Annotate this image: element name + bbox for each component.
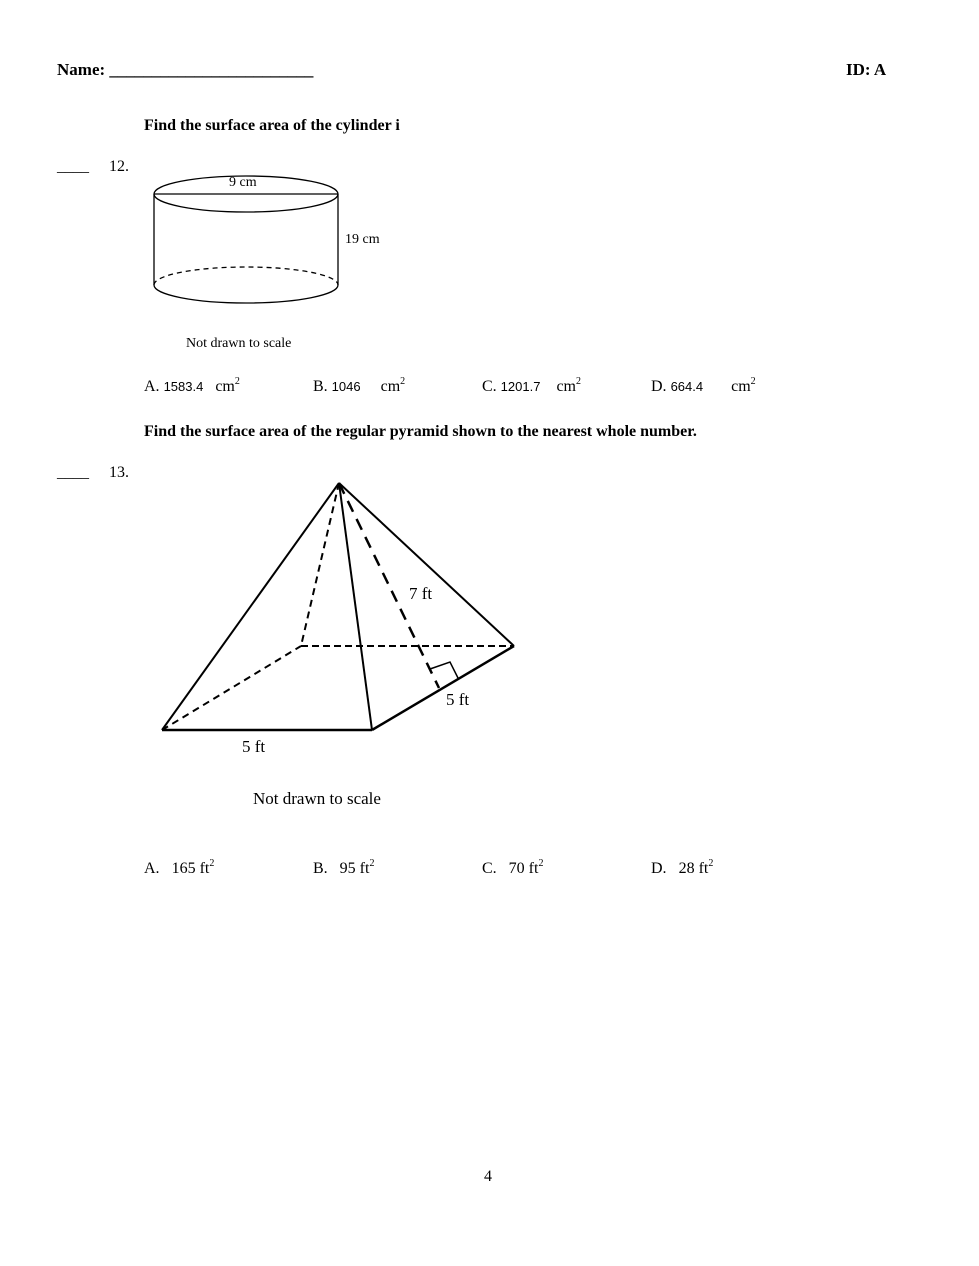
q13-option-a[interactable]: A. 165 $ft^2$	[144, 858, 215, 877]
pyramid-edge-left	[162, 483, 339, 730]
q12-option-b[interactable]: B. 1046 $cm^2$	[313, 376, 406, 395]
pyramid-edge-front	[339, 483, 372, 730]
cylinder-height-label: 19 cm	[345, 232, 380, 247]
q13-option-c[interactable]: C. 70 $ft^2$	[482, 858, 544, 877]
q12-option-c[interactable]: C. 1201.7 $cm^2$	[482, 376, 581, 395]
pyramid-slant-label: 7 ft	[409, 584, 433, 603]
q12-instruction: Find the surface area of the cylinder i	[144, 117, 400, 134]
pyramid-base-right	[372, 646, 514, 730]
pyramid-edge-back-hidden	[301, 483, 339, 646]
pyramid-scale-note: Not drawn to scale	[253, 789, 381, 808]
cylinder-diameter-label: 9 cm	[229, 175, 257, 190]
pyramid-figure	[150, 470, 530, 745]
q13-instruction: Find the surface area of the regular pyramid shown to the nearest whole number.	[144, 423, 697, 440]
page-number: 4	[484, 1168, 492, 1185]
q13-answer-blank: ____	[57, 464, 89, 481]
cylinder-bottom-front	[154, 285, 338, 303]
id-label: ID: A	[846, 60, 887, 79]
q12-answer-blank: ____	[57, 158, 89, 175]
q12-number: 12.	[109, 158, 129, 175]
q13-number: 13.	[109, 464, 129, 481]
name-field	[57, 60, 313, 80]
cylinder-figure	[140, 165, 400, 360]
q13-option-b[interactable]: B. 95 $ft^2$	[313, 858, 375, 877]
name-line: ________________________	[109, 60, 314, 79]
pyramid-edge-right	[339, 483, 514, 646]
pyramid-base-label: 5 ft	[242, 737, 266, 756]
cylinder-bottom-back	[154, 267, 338, 285]
pyramid-base-left-hidden	[162, 646, 301, 730]
q12-option-a[interactable]: A. 1583.4 $cm^2$	[144, 376, 240, 395]
q13-option-d[interactable]: D. 28 $ft^2$	[651, 858, 714, 877]
pyramid-side-label: 5 ft	[446, 690, 470, 709]
cylinder-scale-note: Not drawn to scale	[186, 336, 292, 351]
name-label: Name:	[57, 60, 110, 79]
right-angle-marker	[430, 662, 458, 678]
q12-option-d[interactable]: D. 664.4 $cm^2$	[651, 376, 756, 395]
